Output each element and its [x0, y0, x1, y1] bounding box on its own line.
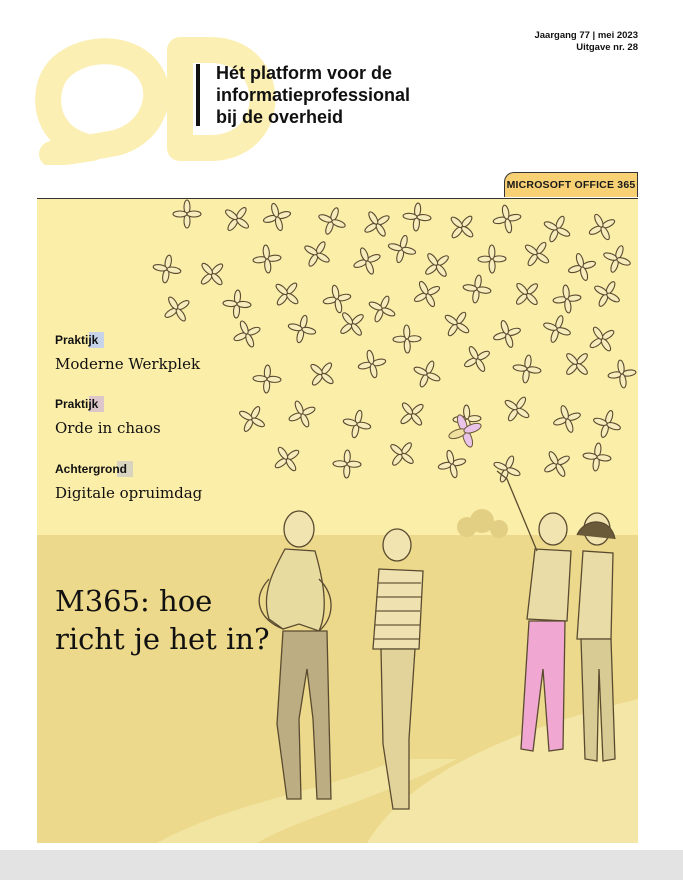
tagline-line: Hét platform voor de [216, 63, 393, 83]
contents-item[interactable] [55, 460, 202, 502]
category-label: Praktijk [55, 332, 104, 348]
cover-illustration [37, 199, 638, 843]
tagline-line: bij de overheid [216, 107, 344, 127]
section-tab: MICROSOFT OFFICE 365 [504, 172, 638, 197]
article-title[interactable]: Digitale opruimdag [55, 484, 203, 502]
article-title[interactable]: Orde in chaos [55, 419, 161, 437]
headline-line: richt je het in? [55, 622, 270, 656]
bottom-bar [0, 850, 683, 880]
category-label: Achtergrond [55, 461, 133, 477]
cover-headline [55, 582, 270, 658]
contents-item[interactable] [55, 331, 200, 373]
tagline-bar [196, 64, 200, 126]
headline-line: M365: hoe [55, 584, 213, 618]
category-label: Praktijk [55, 396, 104, 412]
issue-volume: Jaargang 77 | mei 2023 [534, 30, 638, 41]
tagline-line: informatieprofessional [216, 85, 411, 105]
article-title[interactable]: Moderne Werkplek [55, 355, 201, 373]
issue-number: Uitgave nr. 28 [576, 42, 638, 53]
issue-info [534, 30, 638, 54]
tagline [216, 62, 410, 128]
illustration-art [37, 199, 638, 843]
contents-item[interactable] [55, 395, 161, 437]
